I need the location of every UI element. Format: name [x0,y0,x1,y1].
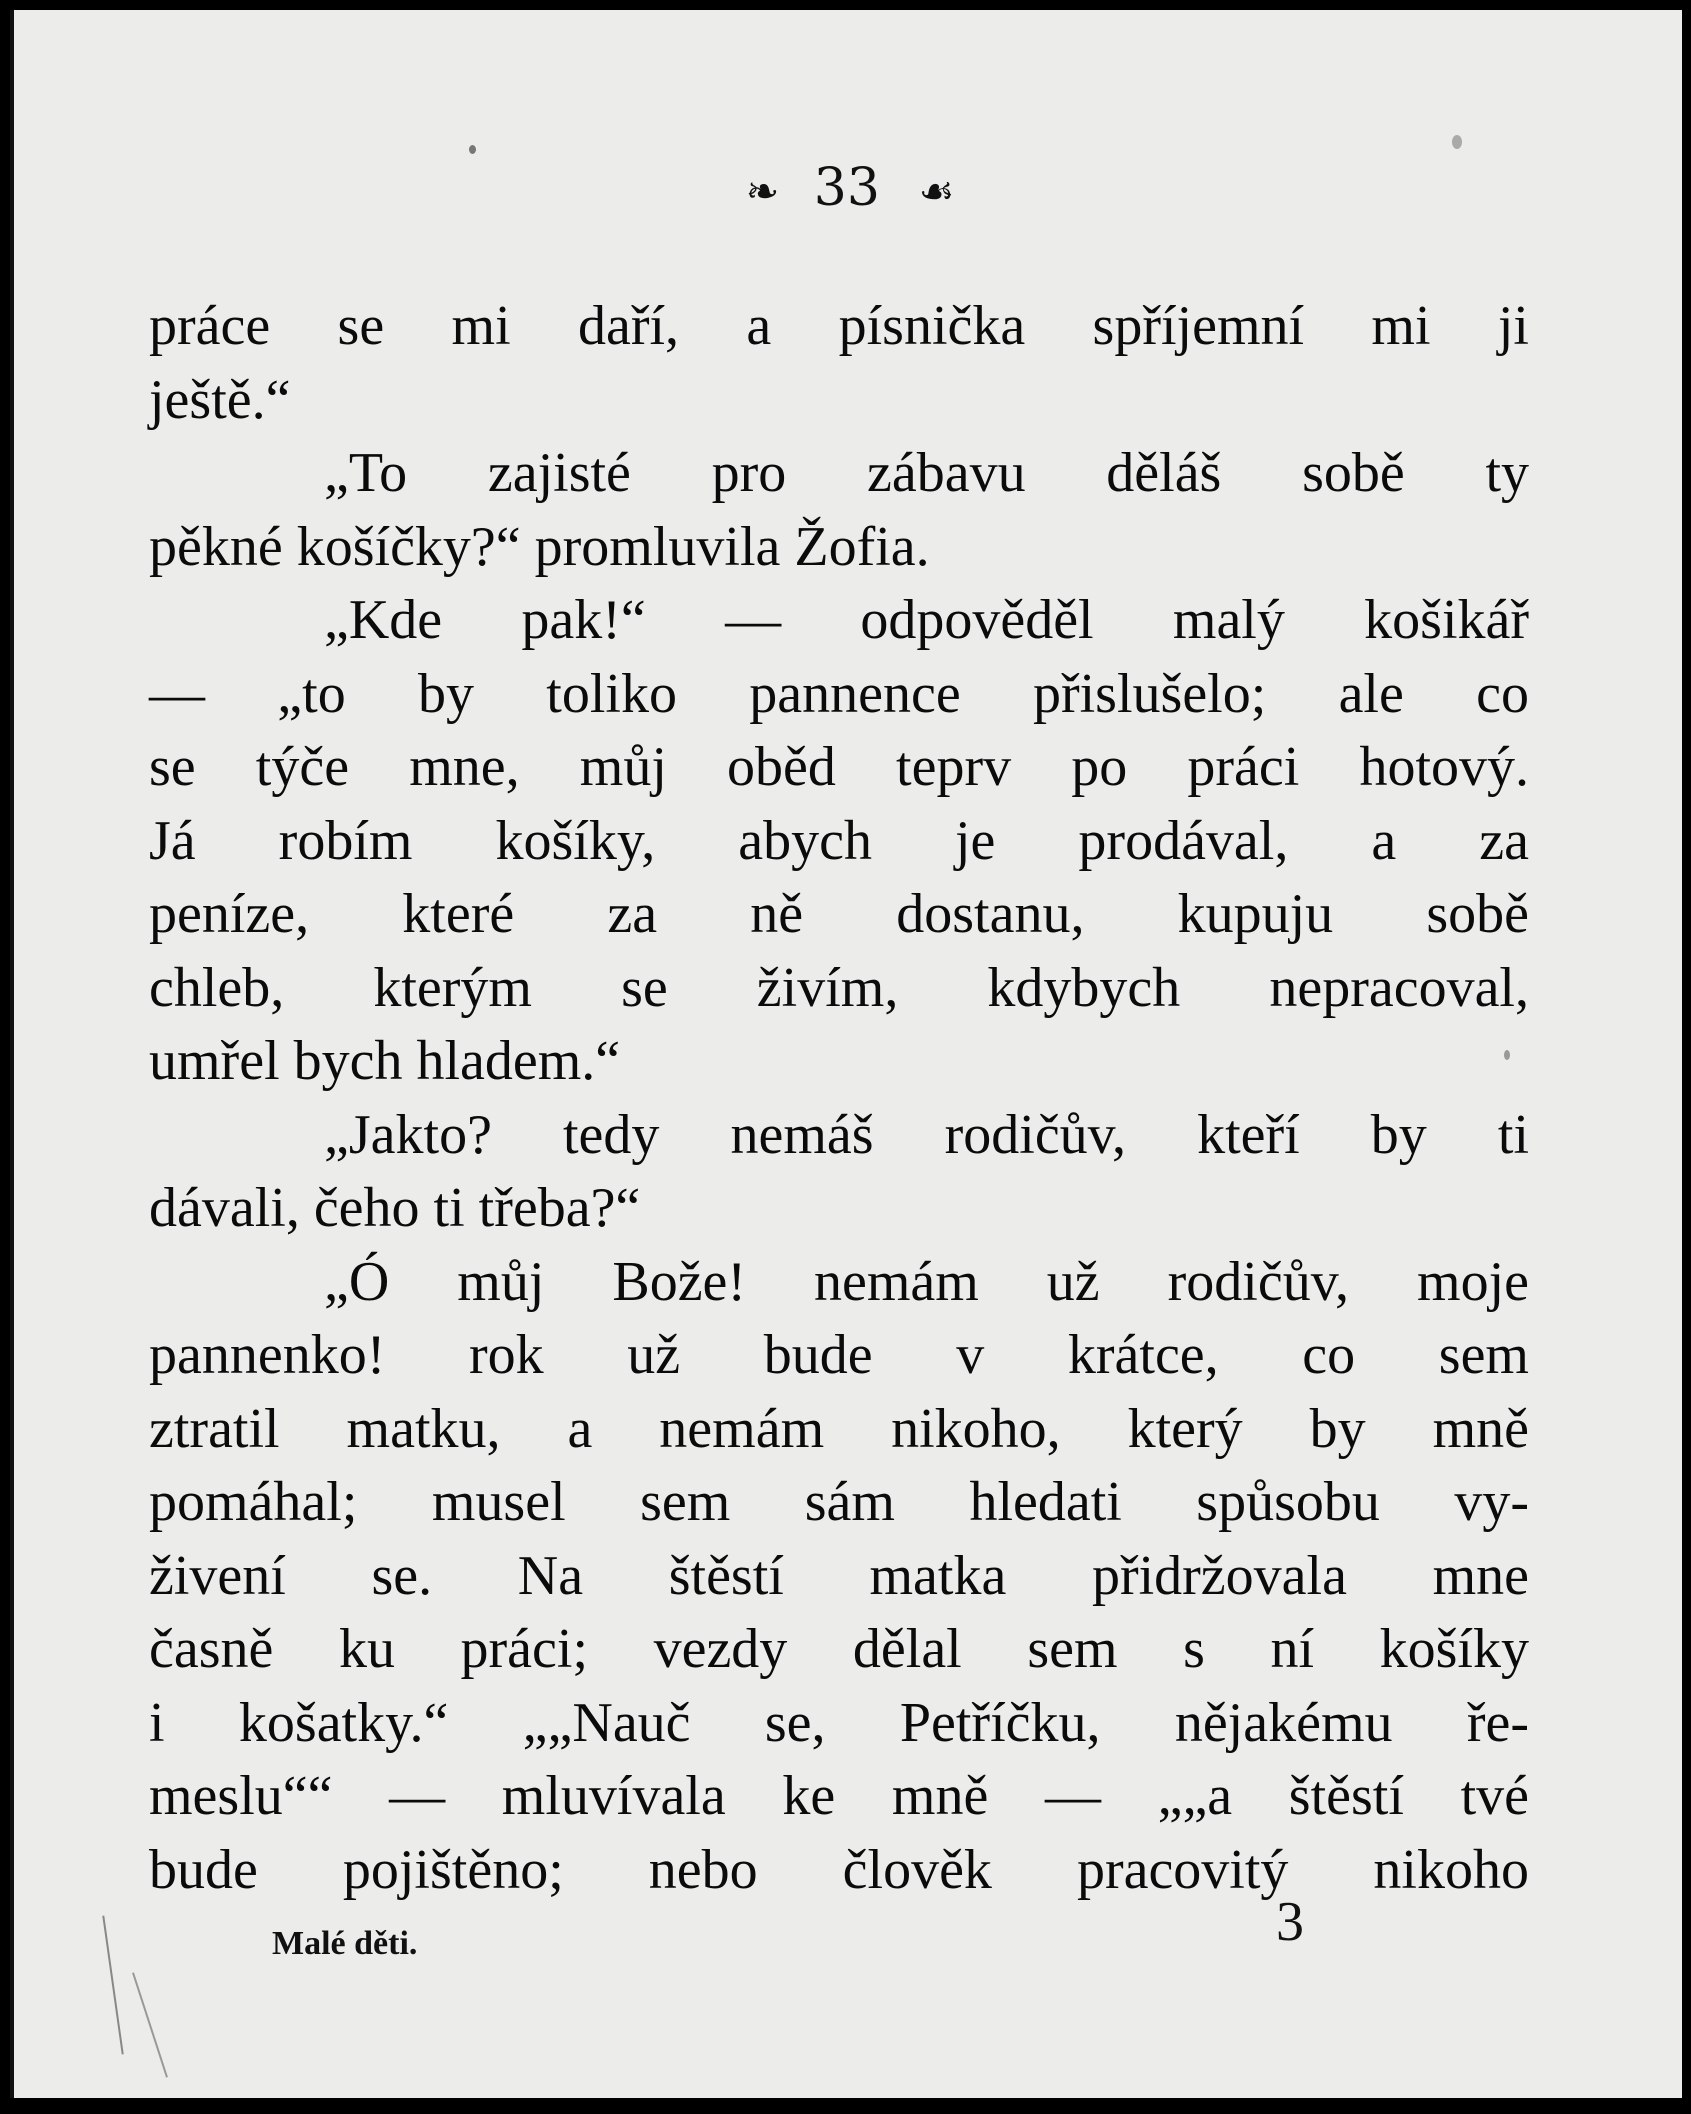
page-scratch [102,1916,123,2055]
signature-mark: Malé děti. [272,1925,418,1962]
sheet-number: 3 [1276,1891,1304,1953]
body-text [149,290,1529,1907]
text-line: meslu““ — mluvívala ke mně — „„a štěstí tvé [149,1765,1529,1827]
text-line: se týče mne, můj oběd teprv po práci hotový. [149,736,1529,798]
text-line: peníze, které za ně dostanu, kupuju sobě [149,883,1529,945]
dust-speck [1504,1050,1510,1060]
text-line: i košatky.“ „„Nauč se, Petříčku, nějakému ře- [149,1691,1529,1754]
text-line: chleb, kterým se živím, kdybych nepracoval, [149,956,1529,1019]
text-line: pomáhal; musel sem sám hledati spůsobu vy- [149,1471,1529,1533]
text-line: bude pojištěno; nebo člověk pracovitý nikoho [149,1838,1529,1901]
text-line: ztratil matku, a nemám nikoho, který by mně [149,1397,1529,1460]
dust-speck [469,145,476,154]
text-line: „Jakto? tedy nemáš rodičův, kteří by ti [324,1103,1529,1166]
text-line: pěkné košíčky?“ promluvila Žofia. [149,515,930,578]
text-line: — „to by toliko pannence přislušelo; ale co [149,662,1529,725]
text-line: Já robím košíky, abych je prodával, a za [149,809,1529,872]
text-line: umřel bych hladem.“ [149,1030,621,1092]
text-line: práce se mi daří, a písnička spříjemní mi ji [149,295,1529,357]
text-line: ještě.“ [149,368,291,431]
text-line: živení se. Na štěstí matka přidržovala mne [149,1544,1529,1607]
text-line: časně ku práci; vezdy dělal sem s ní košíky [149,1618,1529,1680]
text-line: „Kde pak!“ — odpověděl malý košikář [324,589,1529,651]
book-page [10,10,1682,2098]
page-header [14,152,1682,228]
text-line: „Ó můj Bože! nemám už rodičův, moje [324,1250,1529,1313]
ornament-left-icon: ❧ [745,168,776,215]
text-line: dávali, čeho ti třeba?“ [149,1177,641,1239]
page-scratch [132,1972,168,2077]
dust-speck [1452,135,1462,149]
text-line: „To zajisté pro zábavu děláš sobě ty [324,442,1529,504]
text-line: pannenko! rok už bude v krátce, co sem [149,1324,1529,1386]
page-number: 33 [813,158,880,218]
ornament-right-icon: ☙ [918,168,951,215]
